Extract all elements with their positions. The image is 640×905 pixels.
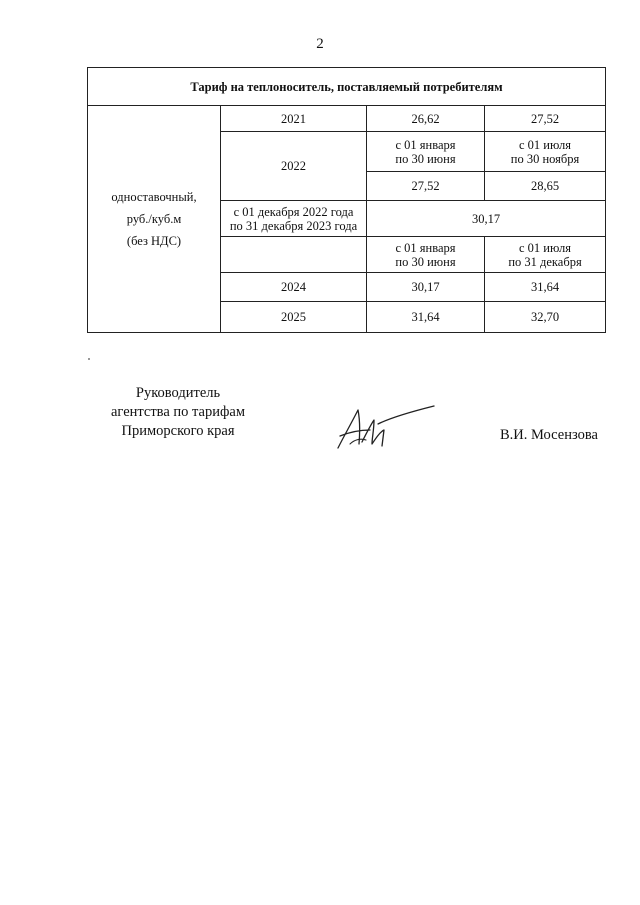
handwritten-signature [330, 400, 440, 455]
value-2025-h1: 31,64 [367, 302, 485, 333]
period-2022-h2-line-1: с 01 июля [519, 137, 572, 152]
signatory-title-line-2: агентства по тарифам [111, 404, 245, 420]
period-2024: 2024 [221, 273, 367, 302]
period-dec-2022-2023 [221, 201, 367, 237]
signatory-title-line-3: Приморского края [121, 423, 235, 439]
period-h1-header-line-1: с 01 января [395, 240, 456, 255]
period-2022-h2 [485, 132, 606, 172]
period-2021: 2021 [221, 106, 367, 132]
period-2022-h1 [367, 132, 485, 172]
signatory-title-line-1: Руководитель [135, 385, 221, 401]
value-2021-h1: 26,62 [367, 106, 485, 132]
period-h2-header-line-1: с 01 июля [519, 240, 572, 255]
period-h2-header-line-2: по 31 декабря [508, 254, 582, 269]
page-number: 2 [316, 36, 324, 52]
value-2024-h1: 30,17 [367, 273, 485, 302]
period-2022-h1-line-2: по 30 июня [395, 151, 456, 166]
value-2024-h2: 31,64 [485, 273, 606, 302]
tariff-type-line-3: (без НДС) [126, 234, 182, 248]
period-h2-header [485, 237, 606, 273]
tariff-type-line-1: одноставочный, [111, 190, 197, 204]
table-title: Тариф на теплоноситель, поставляемый потребителям [88, 68, 606, 106]
period-2022-h1-line-1: с 01 января [395, 137, 456, 152]
period-2025: 2025 [221, 302, 367, 333]
empty-period-cell [221, 237, 367, 273]
period-2022: 2022 [221, 132, 367, 201]
value-2025-h2: 32,70 [485, 302, 606, 333]
period-2022-h2-line-2: по 30 ноября [510, 151, 580, 166]
value-2022-h1: 27,52 [367, 172, 485, 201]
period-dec-line-2: по 31 декабря 2023 года [229, 218, 358, 233]
value-2021-h2: 27,52 [485, 106, 606, 132]
signatory-title [103, 384, 253, 441]
tariff-type-line-2: руб./куб.м [126, 212, 182, 226]
tariff-type-label [88, 106, 221, 333]
scan-speck [88, 358, 90, 360]
value-2022-h2: 28,65 [485, 172, 606, 201]
signatory-name: В.И. Мосензова [500, 427, 598, 443]
period-dec-line-1: с 01 декабря 2022 года [233, 204, 354, 219]
value-dec-2022-2023: 30,17 [367, 201, 606, 237]
period-h1-header [367, 237, 485, 273]
period-h1-header-line-2: по 30 июня [395, 254, 456, 269]
tariff-table [87, 67, 606, 333]
